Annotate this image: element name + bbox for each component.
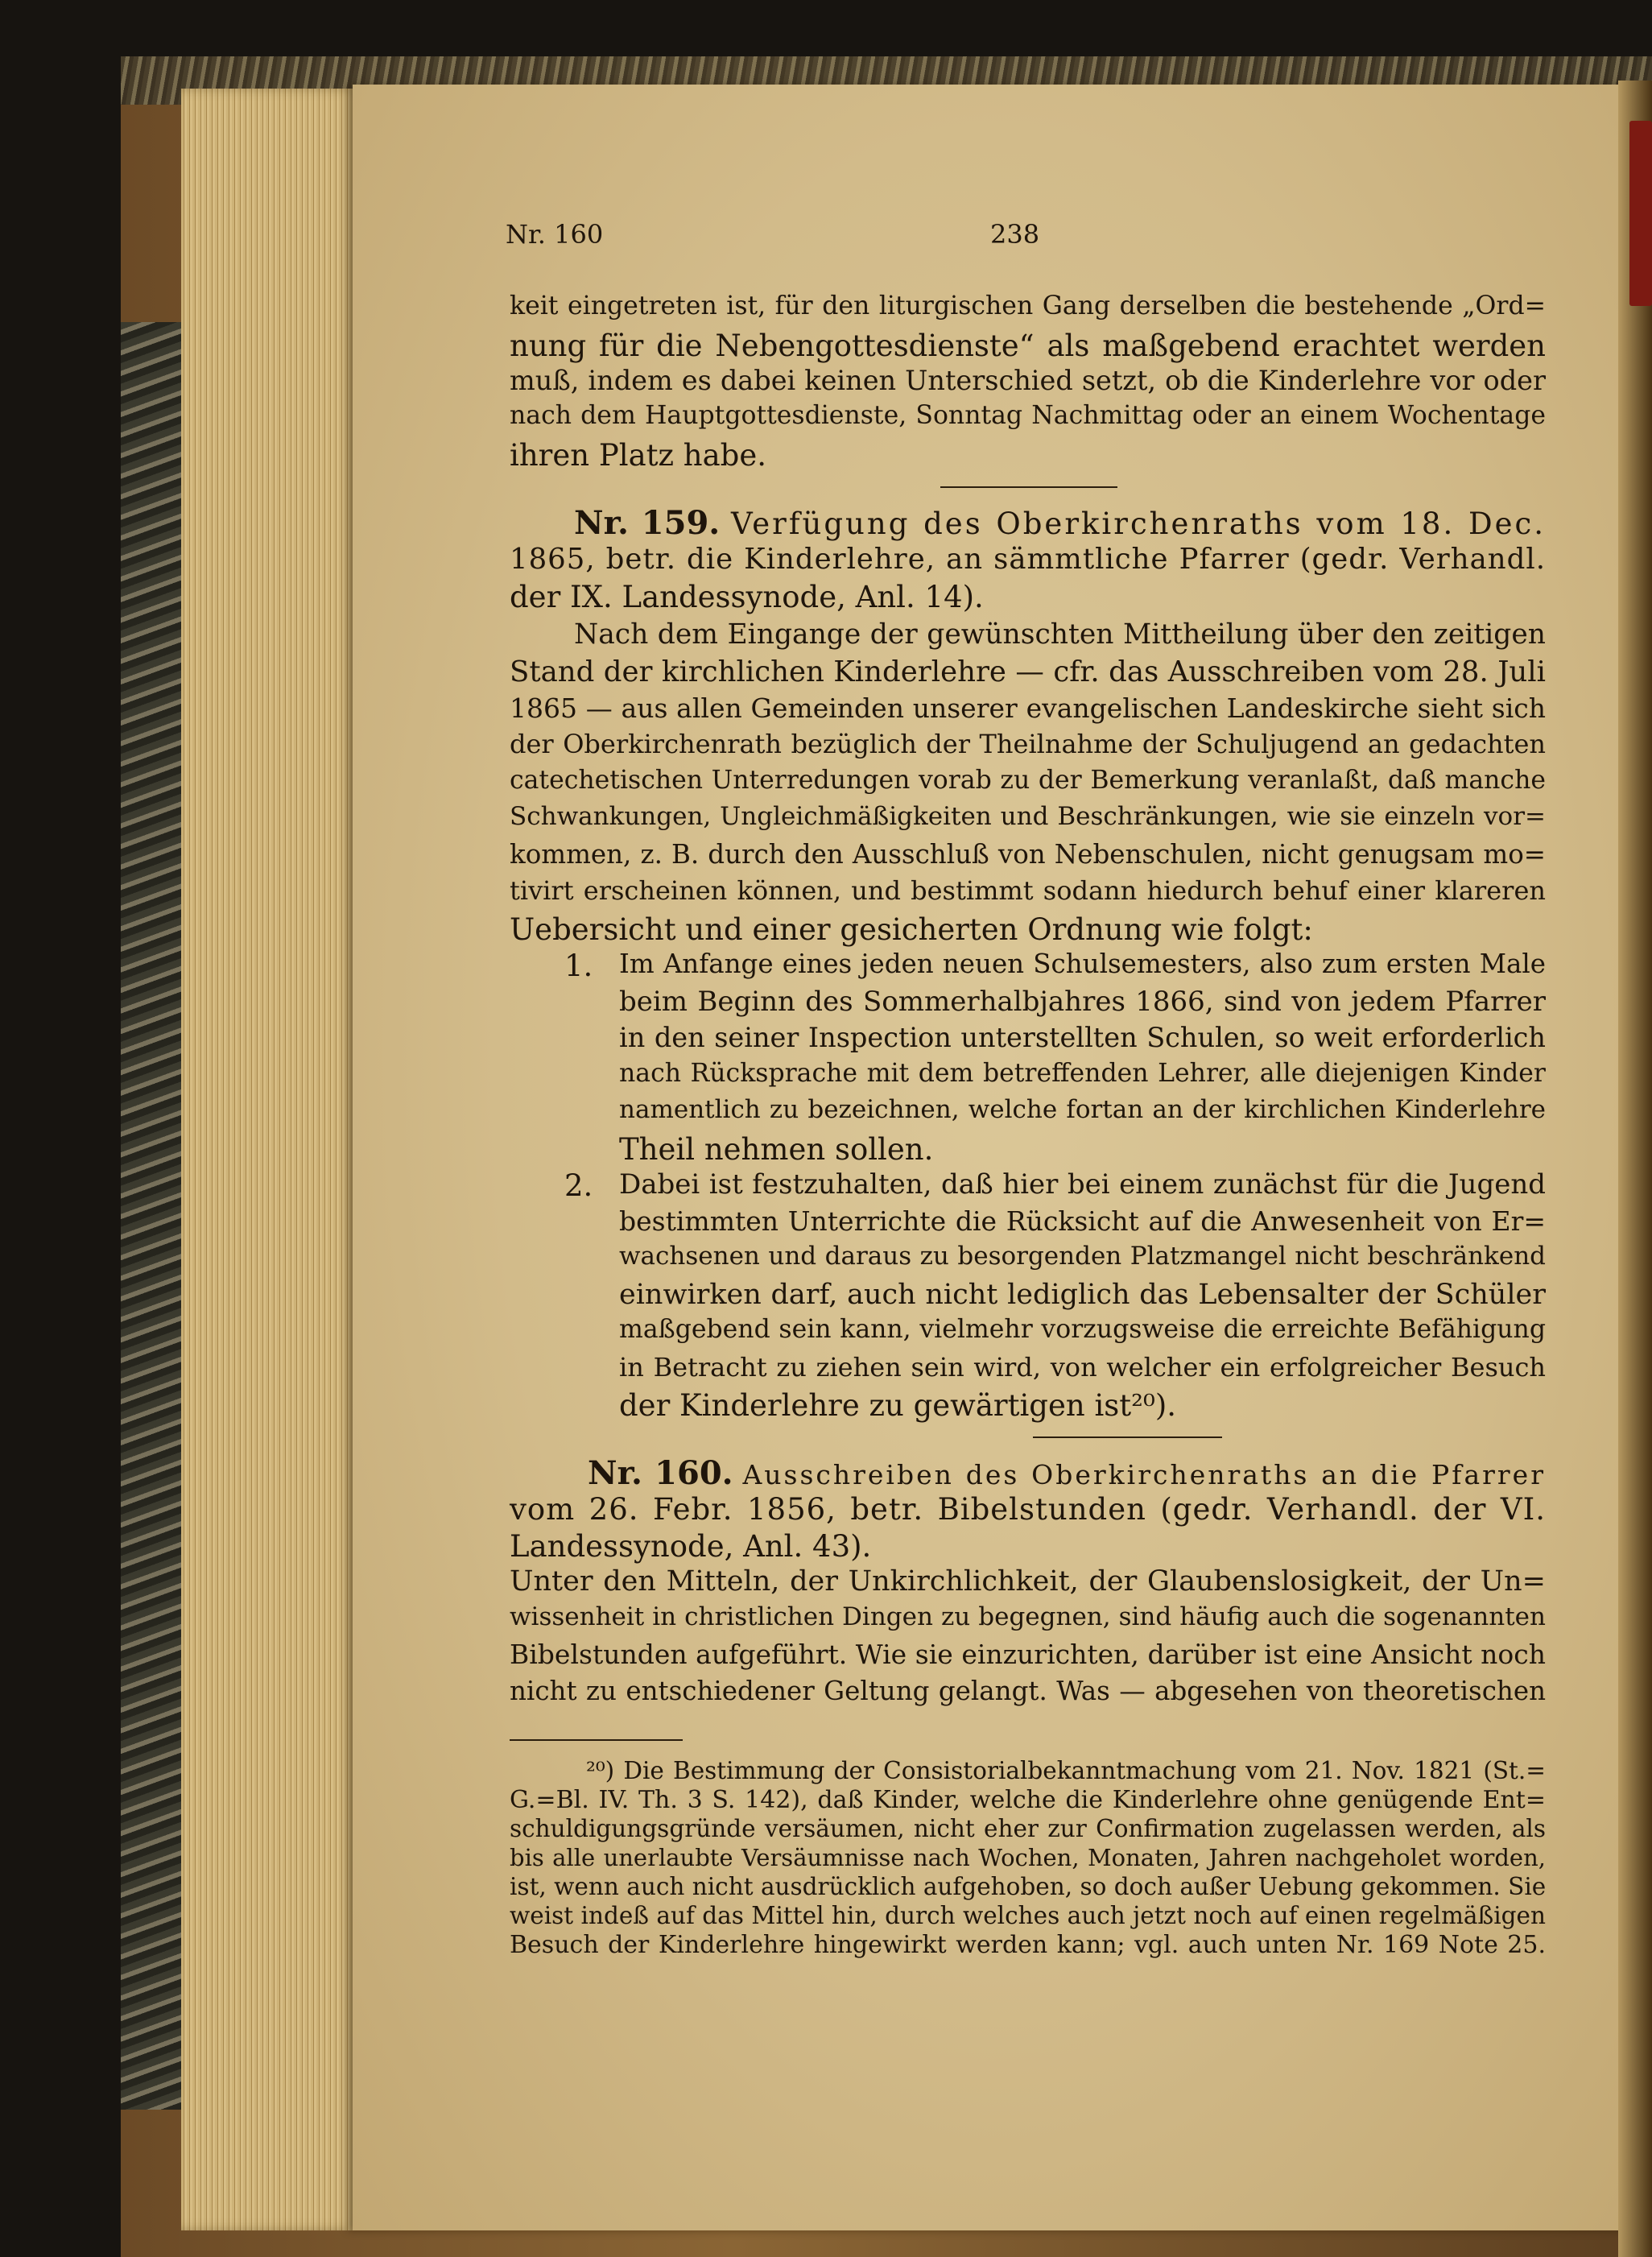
text-line: Unter den Mitteln, der Unkirchlichkeit, der Glaubenslosigkeit, der Un= bbox=[510, 1565, 1546, 1598]
list-item-line: Im Anfange eines jeden neuen Schulsemesters, also zum ersten Male bbox=[619, 949, 1546, 979]
section-divider bbox=[1033, 1436, 1222, 1438]
text-line: Bibelstunden aufgeführt. Wie sie einzurichten, darüber ist eine Ansicht noch bbox=[510, 1639, 1546, 1670]
list-item-line: einwirken darf, auch nicht lediglich das Lebensalter der Schüler bbox=[619, 1279, 1546, 1311]
running-header-section: Nr. 160 bbox=[506, 219, 604, 250]
section-title-159: Verfügung des Oberkirchenraths vom 18. Dec. bbox=[730, 506, 1546, 541]
text-line: nung für die Nebengottesdienste“ als maßgebend erachtet werden bbox=[510, 329, 1546, 363]
section-heading-159 bbox=[574, 504, 1546, 542]
text-line: Landessynode, Anl. 43). bbox=[510, 1529, 872, 1564]
footnote-line: ist, wenn auch nicht ausdrücklich aufgehoben, so doch außer Uebung gekommen. Sie bbox=[510, 1873, 1547, 1900]
text-block bbox=[510, 0, 1546, 2257]
list-item-line: Theil nehmen sollen. bbox=[619, 1132, 934, 1167]
list-number: 2. bbox=[564, 1168, 593, 1203]
text-line: ihren Platz habe. bbox=[510, 438, 766, 473]
footnote-line: weist indeß auf das Mittel hin, durch welches auch jetzt noch auf einen regelmäßigen bbox=[510, 1902, 1546, 1929]
text-line: muß, indem es dabei keinen Unterschied setzt, ob die Kinderlehre vor oder bbox=[510, 365, 1546, 396]
list-item-line: der Kinderlehre zu gewärtigen ist²⁰). bbox=[619, 1388, 1177, 1423]
list-item-line: maßgebend sein kann, vielmehr vorzugsweise die erreichte Befähigung bbox=[619, 1315, 1546, 1344]
bookmark-tab bbox=[1629, 121, 1652, 306]
text-line: 1865, betr. die Kinderlehre, an sämmtliche Pfarrer (gedr. Verhandl. bbox=[510, 543, 1546, 576]
text-line: Schwankungen, Ungleichmäßigkeiten und Beschränkungen, wie sie einzeln vor= bbox=[510, 802, 1546, 831]
text-line: keit eingetreten ist, für den liturgischen Gang derselben die bestehende „Ord= bbox=[510, 291, 1546, 320]
list-item-line: in Betracht zu ziehen sein wird, von welcher ein erfolgreicher Besuch bbox=[619, 1352, 1546, 1383]
footnote-divider bbox=[510, 1739, 683, 1741]
text-line: tivirt erscheinen können, und bestimmt sodann hiedurch behuf einer klareren bbox=[510, 875, 1546, 906]
list-item-line: nach Rücksprache mit dem betreffenden Lehrer, alle diejenigen Kinder bbox=[619, 1059, 1546, 1088]
text-line: 1865 — aus allen Gemeinden unserer evangelischen Landeskirche sieht sich bbox=[510, 692, 1546, 724]
text-line: vom 26. Febr. 1856, betr. Bibelstunden (gedr. Verhandl. der VI. bbox=[510, 1492, 1546, 1527]
page-stack-edge bbox=[181, 89, 362, 2230]
list-item-line: Dabei ist festzuhalten, daß hier bei einem zunächst für die Jugend bbox=[619, 1168, 1546, 1201]
section-number-160: Nr. 160. bbox=[588, 1454, 733, 1492]
text-line: nicht zu entschiedener Geltung gelangt. Was — abgesehen von theoretischen bbox=[510, 1676, 1546, 1706]
text-line: kommen, z. B. durch den Ausschluß von Nebenschulen, nicht genugsam mo= bbox=[510, 839, 1546, 870]
text-line: Nach dem Eingange der gewünschten Mittheilung über den zeitigen bbox=[574, 618, 1546, 651]
list-number: 1. bbox=[564, 949, 593, 983]
footnote-line: ²⁰) Die Bestimmung der Consistorialbekanntmachung vom 21. Nov. 1821 (St.= bbox=[586, 1757, 1546, 1784]
list-item-line: bestimmten Unterrichte die Rücksicht auf die Anwesenheit von Er= bbox=[619, 1205, 1546, 1237]
section-number-159: Nr. 159. bbox=[574, 504, 721, 542]
text-line: Uebersicht und einer gesicherten Ordnung wie folgt: bbox=[510, 912, 1313, 947]
text-line: Stand der kirchlichen Kinderlehre — cfr. das Ausschreiben vom 28. Juli bbox=[510, 655, 1546, 688]
section-title-160: Ausschreiben des Oberkirchenraths an die Pfarrer bbox=[742, 1459, 1546, 1490]
list-item-line: in den seiner Inspection unterstellten Schulen, so weit erforderlich bbox=[619, 1022, 1546, 1053]
text-line: der IX. Landessynode, Anl. 14). bbox=[510, 580, 984, 614]
list-item-line: namentlich zu bezeichnen, welche fortan an der kirchlichen Kinderlehre bbox=[619, 1095, 1546, 1124]
list-item-line: wachsenen und daraus zu besorgenden Platzmangel nicht beschränkend bbox=[619, 1242, 1546, 1271]
text-line: der Oberkirchenrath bezüglich der Theilnahme der Schuljugend an gedachten bbox=[510, 729, 1546, 759]
footnote-line: G.=Bl. IV. Th. 3 S. 142), daß Kinder, welche die Kinderlehre ohne genügende Ent= bbox=[510, 1786, 1546, 1814]
footnote-line: Besuch der Kinderlehre hingewirkt werden kann; vgl. auch unten Nr. 169 Note 25. bbox=[510, 1931, 1546, 1959]
list-item-line: beim Beginn des Sommerhalbjahres 1866, sind von jedem Pfarrer bbox=[619, 986, 1546, 1018]
text-line: wissenheit in christlichen Dingen zu begegnen, sind häufig auch die sogenannten bbox=[510, 1602, 1546, 1631]
text-line: nach dem Hauptgottesdienste, Sonntag Nachmittag oder an einem Wochentage bbox=[510, 401, 1546, 430]
page-right-edge bbox=[1618, 81, 1652, 2257]
page-number: 238 bbox=[990, 219, 1040, 250]
section-divider bbox=[940, 486, 1117, 488]
text-line: catechetischen Unterredungen vorab zu der Bemerkung veranlaßt, daß manche bbox=[510, 766, 1546, 795]
marbled-cover-edge bbox=[121, 322, 185, 2110]
section-heading-160 bbox=[588, 1454, 1546, 1492]
footnote-line: bis alle unerlaubte Versäumnisse nach Wochen, Monaten, Jahren nachgeholet worden, bbox=[510, 1844, 1546, 1871]
footnote-line: schuldigungsgründe versäumen, nicht eher zur Confirmation zugelassen werden, als bbox=[510, 1815, 1546, 1842]
